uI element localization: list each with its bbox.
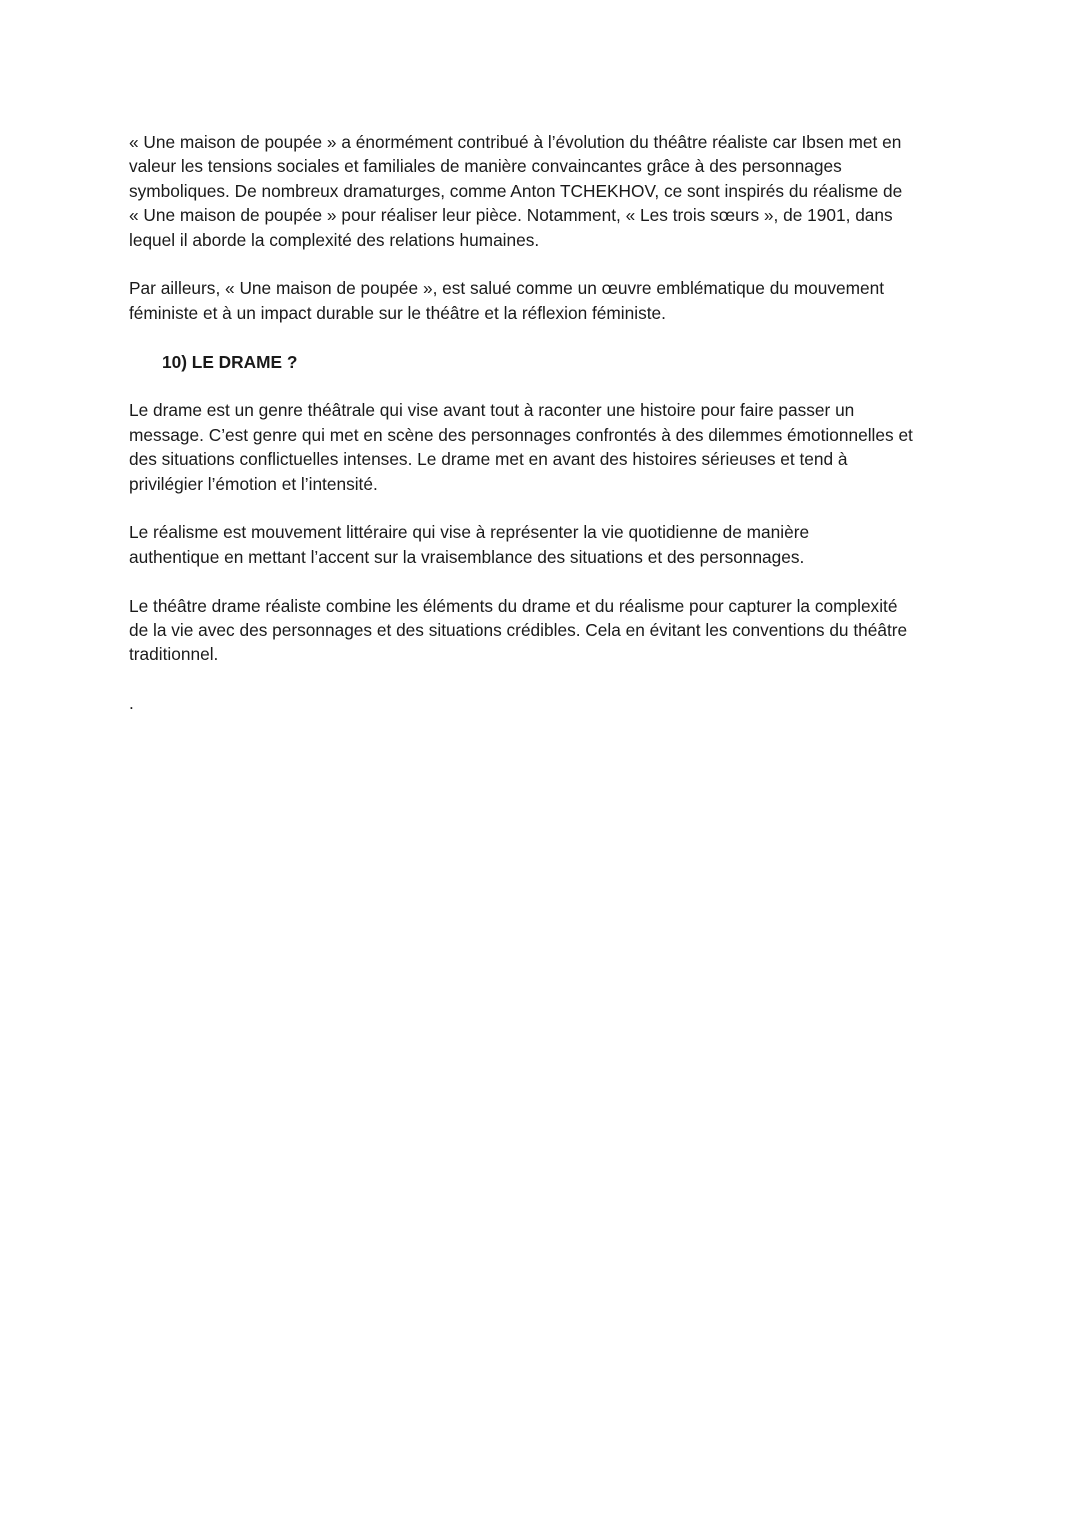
paragraph-drame-definition: Le drame est un genre théâtrale qui vise avant tout à raconter une histoire pour faire passer un message. C’est genre qui met en scène des personnages confrontés à des dilemmes émotionnelles et des situations conflictuelles intenses. Le drame met en avant des histoires sérieuses et tend à privilégier l’émotion et l’intensité. <box>129 400 913 494</box>
paragraph-feminism: Par ailleurs, « Une maison de poupée », est salué comme un œuvre emblématique du mouvement féministe et à un impact durable sur le théâtre et la réflexion féministe. <box>129 278 885 323</box>
paragraph-ibsen-influence: « Une maison de poupée » a énormément contribué à l’évolution du théâtre réaliste car Ibsen met en valeur les tensions sociales et familiales de manière convaincantes grâce à des personnages symboliques. De nombreux dramaturges, comme Anton TCHEKHOV, ce sont inspirés du réalisme de « Une maison de poupée » pour réaliser leur pièce. Notamment, « Les trois sœurs », de 1901, dans lequel il aborde la complexité des relations humaines. <box>129 132 903 250</box>
document-body <box>129 130 959 716</box>
paragraph-drame-realiste: Le théâtre drame réaliste combine les éléments du drame et du réalisme pour capturer la complexité de la vie avec des personnages et des situations crédibles. Cela en évitant les conventions du théâtre traditionnel. <box>129 595 908 665</box>
trailing-period: . <box>129 693 134 714</box>
section-heading: 10) LE DRAME ? <box>162 351 298 372</box>
paragraph-realisme-definition: Le réalisme est mouvement littéraire qui vise à représenter la vie quotidienne de manière authentique en mettant l’accent sur la vraisemblance des situations et des personnages. <box>129 522 810 567</box>
